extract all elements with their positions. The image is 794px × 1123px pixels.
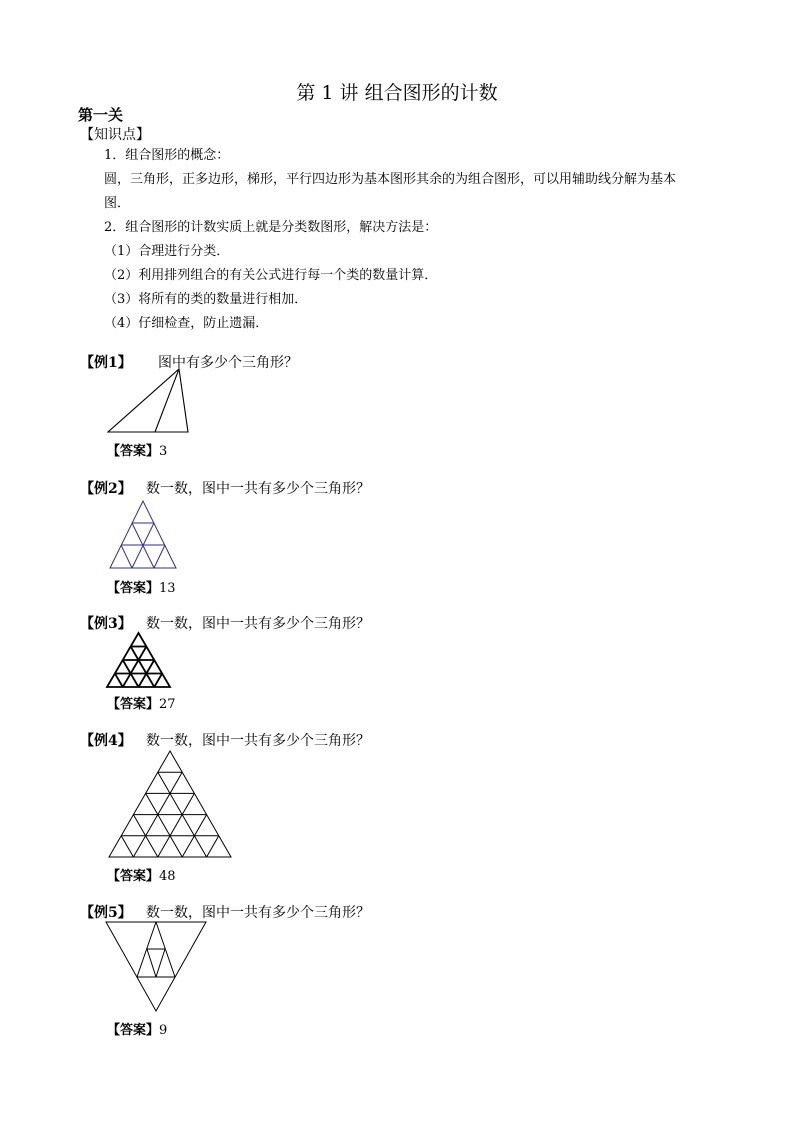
example-3-label: 【例3】 [80, 616, 132, 632]
knowledge-point-1-text: 圆，三角形，正多边形，梯形，平行四边形为基本图形其余的为组合图形，可以用辅助线分解为基本 [104, 172, 677, 187]
example-4-label: 【例4】 [80, 733, 132, 749]
example-2-question: 数一数，图中一共有多少个三角形？ [146, 481, 370, 497]
step-2: （2）利用排列组合的有关公式进行每一个类的数量计算． [104, 268, 438, 283]
knowledge-heading: 【知识点】 [80, 127, 150, 143]
step-3: （3）将所有的类的数量进行相加． [104, 292, 308, 307]
example-2-answer: 【答案】13 [107, 581, 176, 596]
example-4-question: 数一数，图中一共有多少个三角形？ [146, 733, 370, 749]
level-heading: 第一关 [78, 106, 124, 124]
example-3-answer: 【答案】27 [107, 697, 176, 712]
example-1-answer: 【答案】3 [107, 444, 168, 459]
example-1-question: 图中有多少个三角形？ [158, 355, 298, 371]
example-4-answer: 【答案】48 [107, 869, 176, 884]
knowledge-point-1-text-cont: 图． [104, 196, 131, 211]
knowledge-point-2: 2．组合图形的计数实质上就是分类数图形，解决方法是： [104, 220, 438, 235]
step-1: （1）合理进行分类． [104, 244, 230, 259]
page-title: 第 1 讲 组合图形的计数 [296, 82, 498, 104]
example-2-label: 【例2】 [80, 481, 132, 497]
example-5-answer: 【答案】9 [107, 1023, 168, 1038]
knowledge-point-1: 1．组合图形的概念： [104, 148, 230, 163]
step-4: （4）仔细检查，防止遗漏． [104, 316, 269, 331]
example-3-question: 数一数，图中一共有多少个三角形？ [146, 616, 370, 632]
example-5-question: 数一数，图中一共有多少个三角形？ [146, 905, 370, 921]
example-1-label: 【例1】 [80, 355, 132, 371]
example-5-label: 【例5】 [80, 905, 132, 921]
